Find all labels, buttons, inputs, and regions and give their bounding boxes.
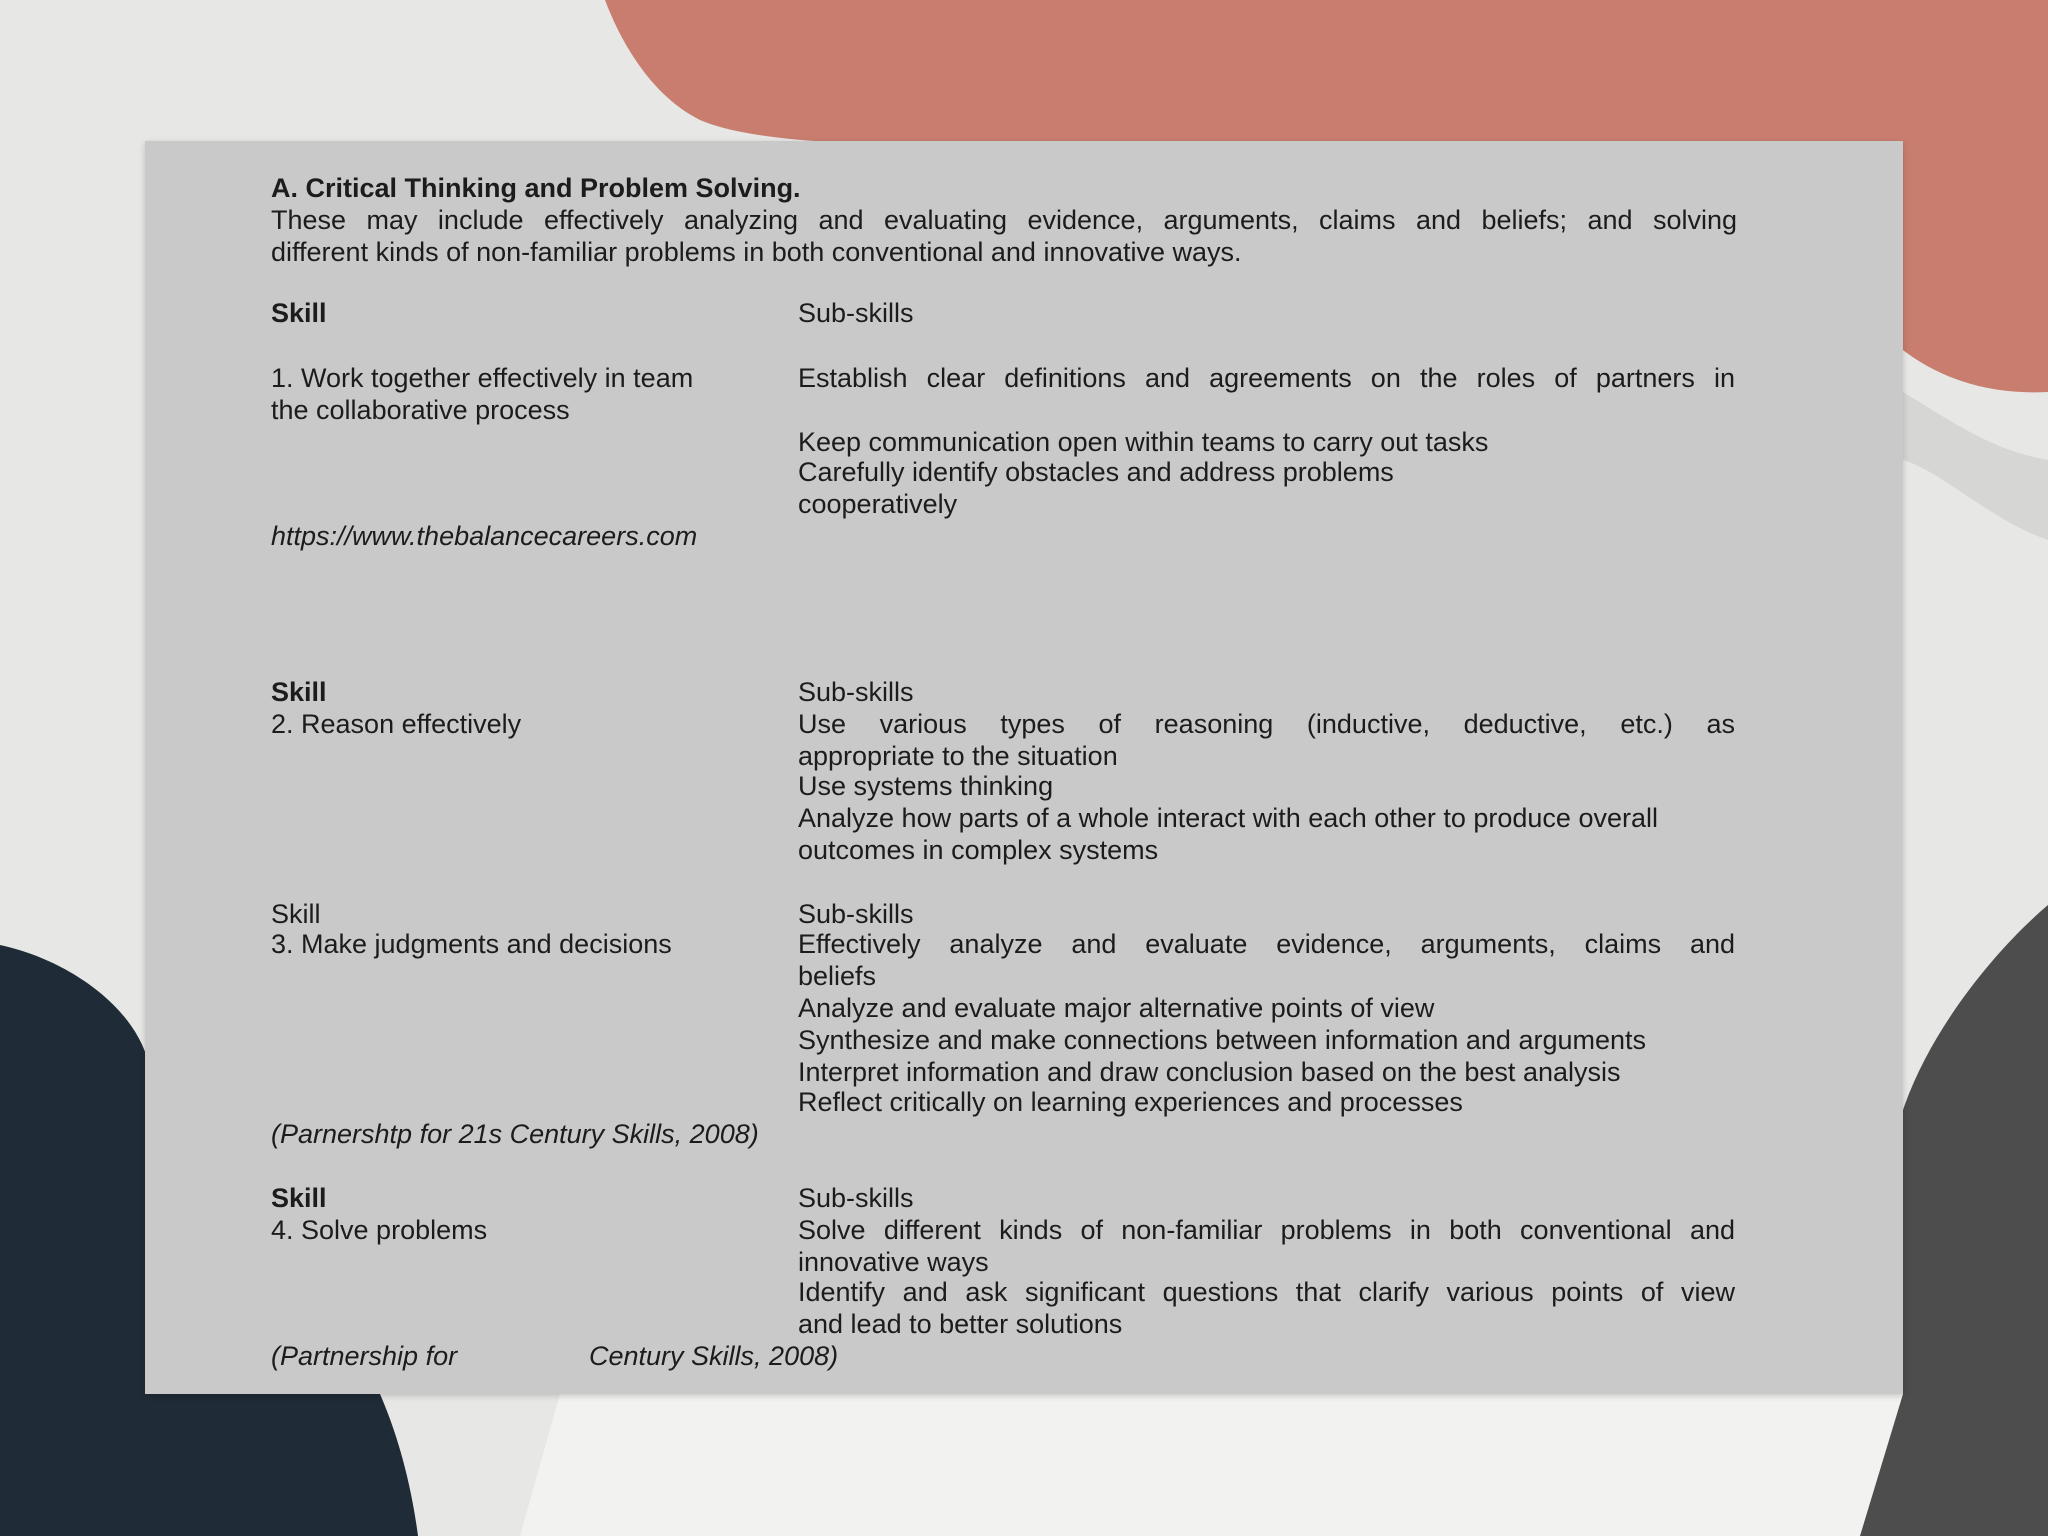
skill-3-subskill: Synthesize and make connections between information and arguments: [798, 1025, 1647, 1055]
skill-2-subskill: outcomes in complex systems: [798, 835, 1159, 865]
section-intro-line1: These may include effectively analyzing and evaluating evidence, arguments, claims and beliefs; and solving: [271, 205, 1737, 235]
skill-column-header: Skill: [271, 298, 327, 328]
skill-3-subskill: beliefs: [798, 961, 877, 991]
skill-3-subskill: Interpret information and draw conclusion based on the best analysis: [798, 1057, 1621, 1087]
skill-2-title: 2. Reason effectively: [271, 709, 522, 739]
skill-3-subskill: Reflect critically on learning experiences and processes: [798, 1087, 1463, 1117]
skill-2-subskill: Use various types of reasoning (inductive, deductive, etc.) as: [798, 709, 1735, 739]
skill-3-subskill: Effectively analyze and evaluate evidence, arguments, claims and: [798, 929, 1735, 959]
subskills-column-header: Sub-skills: [798, 298, 914, 328]
skill-3-citation: (Parnershtp for 21s Century Skills, 2008): [271, 1119, 759, 1149]
skill-1-title-line2: the collaborative process: [271, 395, 570, 425]
skill-2-label: Skill: [271, 677, 327, 707]
light-gray-blob: [1903, 392, 2048, 540]
skill-4-subskill: Solve different kinds of non-familiar problems in both conventional and: [798, 1215, 1735, 1245]
skill-2-subskill: Analyze how parts of a whole interact with each other to produce overall: [798, 803, 1658, 833]
skill-4-subskill: innovative ways: [798, 1247, 989, 1277]
skill-4-title: 4. Solve problems: [271, 1215, 488, 1245]
skill-4-citation-right: Century Skills, 2008): [589, 1341, 839, 1371]
skill-1-subskill: cooperatively: [798, 489, 958, 519]
section-heading: A. Critical Thinking and Problem Solving.: [271, 173, 801, 203]
skill-2-subskill: appropriate to the situation: [798, 741, 1118, 771]
skill-4-subskill: Identify and ask significant questions that clarify various points of view: [798, 1277, 1735, 1307]
skill-4-subskills-label: Sub-skills: [798, 1183, 914, 1213]
skill-1-title-line1: 1. Work together effectively in team: [271, 363, 694, 393]
skill-3-label: Skill: [271, 899, 321, 929]
skill-3-subskills-label: Sub-skills: [798, 899, 914, 929]
white-blob: [520, 1394, 1903, 1536]
skill-4-citation-left: (Partnership for: [271, 1341, 458, 1371]
skill-1-subskill: Carefully identify obstacles and address problems: [798, 457, 1394, 487]
skill-2-subskills-label: Sub-skills: [798, 677, 914, 707]
skill-2-subskill: Use systems thinking: [798, 771, 1054, 801]
source-url: https://www.thebalancecareers.com: [271, 521, 698, 551]
skill-1-subskill: Establish clear definitions and agreements on the roles of partners in: [798, 363, 1735, 393]
skill-4-label: Skill: [271, 1183, 327, 1213]
skill-1-subskill: Keep communication open within teams to carry out tasks: [798, 427, 1489, 457]
skill-4-subskill: and lead to better solutions: [798, 1309, 1123, 1339]
skill-3-title: 3. Make judgments and decisions: [271, 929, 672, 959]
section-intro-line2: different kinds of non-familiar problems in both conventional and innovative ways.: [271, 237, 1242, 267]
skill-3-subskill: Analyze and evaluate major alternative points of view: [798, 993, 1435, 1023]
